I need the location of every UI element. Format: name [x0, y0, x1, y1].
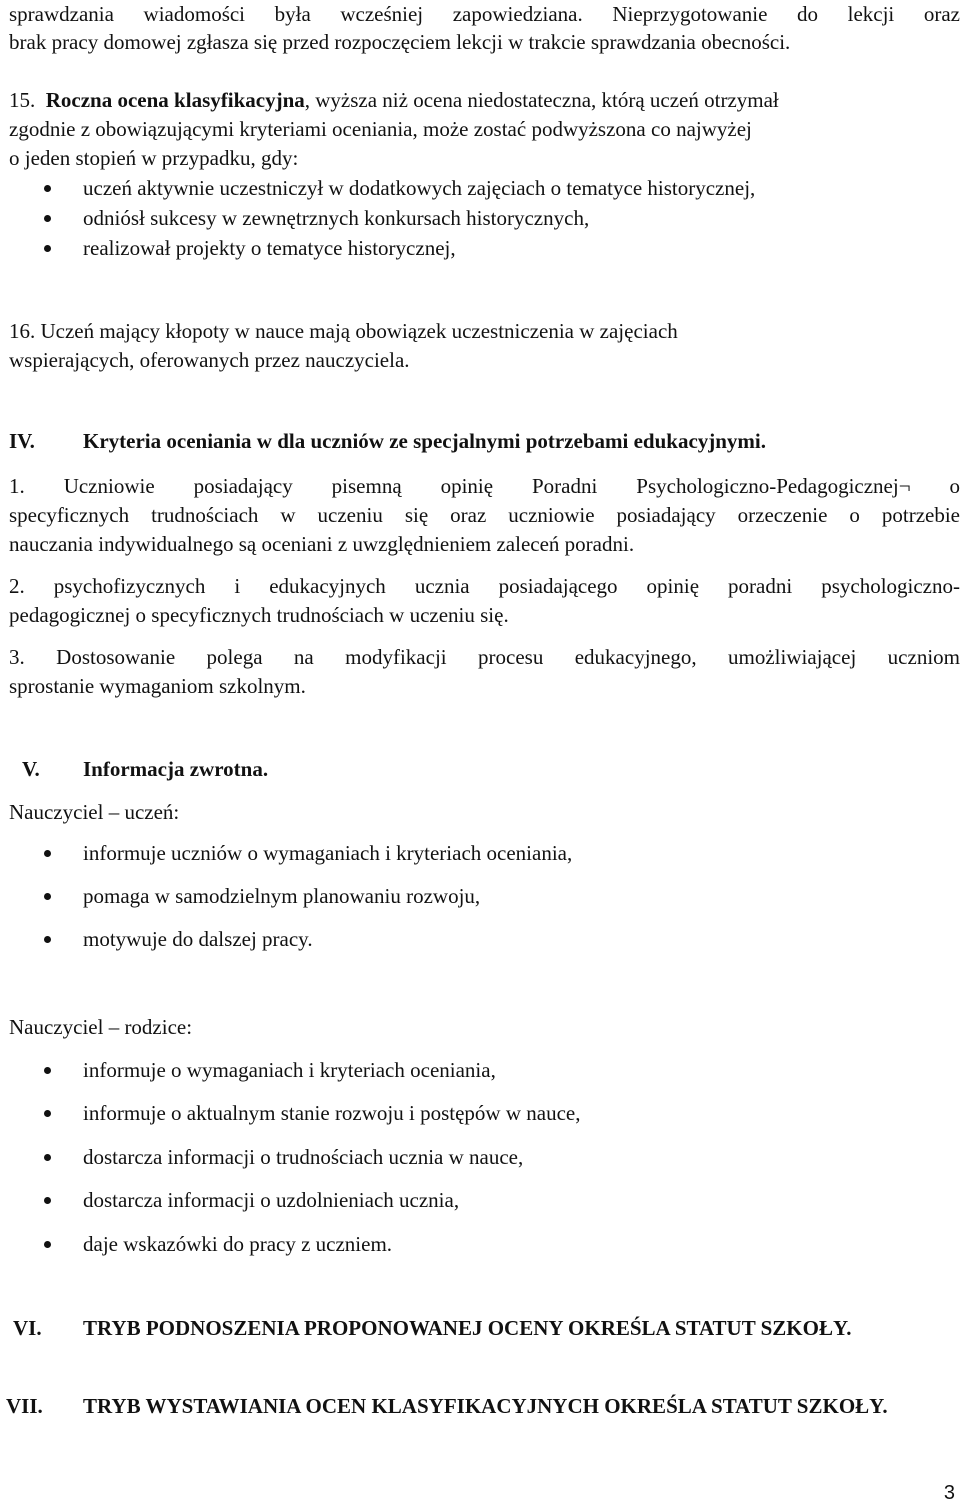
s4-p1-line-3: nauczania indywidualnego są oceniani z uwzględnieniem zaleceń poradni. — [9, 532, 635, 556]
section-5-number: V. — [22, 757, 40, 781]
teacher-student-heading: Nauczyciel – uczeń: — [9, 800, 180, 824]
bullet-icon — [44, 936, 51, 943]
section-4-title: Kryteria oceniania w dla uczniów ze specjalnymi potrzebami edukacyjnymi. — [83, 429, 767, 453]
s4-p3-line-1: 3. Dostosowanie polega na modyfikacji procesu edukacyjnego, umożliwiającej uczniom — [9, 645, 960, 669]
section-6-number: VI. — [13, 1316, 42, 1340]
p15-bold-term: Roczna ocena klasyfikacyjna — [45, 88, 305, 112]
p15-line-3: o jeden stopień w przypadku, gdy: — [9, 146, 299, 170]
intro-line-2: brak pracy domowej zgłasza się przed rozpoczęciem lekcji w trakcie sprawdzania obecności. — [9, 30, 791, 54]
teacher-parents-item-2: informuje o aktualnym stanie rozwoju i postępów w nauce, — [83, 1101, 581, 1125]
bullet-icon — [44, 850, 51, 857]
p15-line-2: zgodnie z obowiązującymi kryteriami oceniania, może zostać podwyższona co najwyżej — [9, 117, 752, 141]
section-7-number: VII. — [6, 1394, 43, 1418]
teacher-parents-item-3: dostarcza informacji o trudnościach ucznia w nauce, — [83, 1145, 524, 1169]
s4-p1-line-2: specyficznych trudnościach w uczeniu się oraz uczniowie posiadający orzeczenie o potrzebie — [9, 503, 960, 527]
p15-number: 15. — [9, 88, 36, 112]
teacher-student-item-3: motywuje do dalszej pracy. — [83, 927, 313, 951]
bullet-icon — [44, 1197, 51, 1204]
teacher-student-item-2: pomaga w samodzielnym planowaniu rozwoju, — [83, 884, 481, 908]
bullet-icon — [44, 215, 51, 222]
s4-p3-line-2: sprostanie wymaganiom szkolnym. — [9, 674, 306, 698]
teacher-parents-item-4: dostarcza informacji o uzdolnieniach ucznia, — [83, 1188, 460, 1212]
intro-line-1: sprawdzania wiadomości była wcześniej zapowiedziana. Nieprzygotowanie do lekcji oraz — [9, 2, 960, 26]
section-6-title: TRYB PODNOSZENIA PROPONOWANEJ OCENY OKREŚLA STATUT SZKOŁY. — [83, 1316, 852, 1340]
bullet-icon — [44, 1110, 51, 1117]
bullet-icon — [44, 1154, 51, 1161]
s4-p1-line-1: 1. Uczniowie posiadający pisemną opinię Poradni Psychologiczno-Pedagogicznej¬ o — [9, 474, 960, 498]
bullet-icon — [44, 185, 51, 192]
section-5-title: Informacja zwrotna. — [83, 757, 269, 781]
p15-line-1 — [9, 86, 779, 114]
teacher-parents-item-1: informuje o wymaganiach i kryteriach oceniania, — [83, 1058, 496, 1082]
s4-p2-line-2: pedagogicznej o specyficznych trudnościach w uczeniu się. — [9, 603, 509, 627]
teacher-student-item-1: informuje uczniów o wymaganiach i kryteriach oceniania, — [83, 841, 573, 865]
section-7-title: TRYB WYSTAWIANIA OCEN KLASYFIKACYJNYCH OKREŚLA STATUT SZKOŁY. — [83, 1394, 888, 1418]
s4-p2-line-1: 2. psychofizycznych i edukacyjnych ucznia posiadającego opinię poradni psychologiczno- — [9, 574, 960, 598]
p15-rest: , wyższa niż ocena niedostateczna, którą uczeń otrzymał — [304, 88, 779, 112]
section-4-number: IV. — [9, 429, 35, 453]
p16-line-1: 16. Uczeń mający kłopoty w nauce mają obowiązek uczestniczenia w zajęciach — [9, 319, 678, 343]
p15-bullet-3: realizował projekty o tematyce historycznej, — [83, 236, 456, 260]
p15-bullet-1: uczeń aktywnie uczestniczył w dodatkowych zajęciach o tematyce historycznej, — [83, 176, 756, 200]
teacher-parents-heading: Nauczyciel – rodzice: — [9, 1015, 193, 1039]
p15-bullet-2: odniósł sukcesy w zewnętrznych konkursach historycznych, — [83, 206, 590, 230]
bullet-icon — [44, 893, 51, 900]
bullet-icon — [44, 1067, 51, 1074]
bullet-icon — [44, 1241, 51, 1248]
p16-line-2: wspierających, oferowanych przez nauczyciela. — [9, 348, 410, 372]
teacher-parents-item-5: daje wskazówki do pracy z uczniem. — [83, 1232, 393, 1256]
bullet-icon — [44, 245, 51, 252]
page-number: 3 — [943, 1482, 955, 1504]
